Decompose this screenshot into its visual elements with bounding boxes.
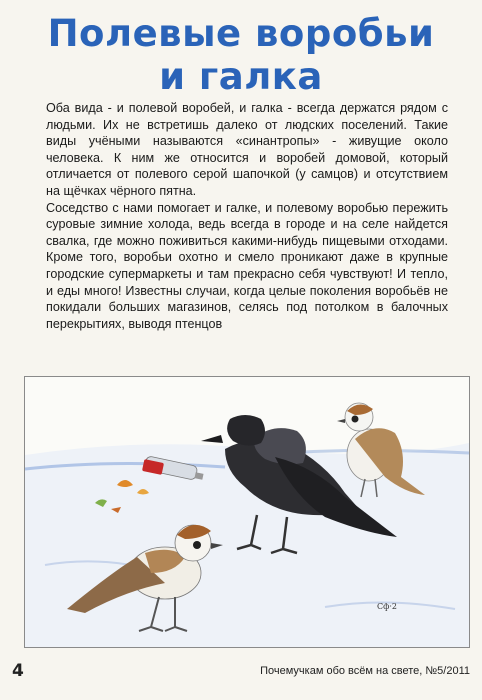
birds-drawing <box>25 377 469 647</box>
magazine-issue: Почемучкам обо всём на свете, №5/2011 <box>260 665 470 677</box>
article-title <box>0 12 482 98</box>
article-body <box>46 100 448 332</box>
paragraph-1: Оба вида - и полевой воробей, и галка - всегда держатся рядом с людьми. Их не встретишь далеко от людских поселений. Такие виды учёными называются «синантропы» - живущие около человека. К ним же относится и воробей домовой, который отличается от полевого серой шапочкой (у самцов) и отсутствием на щёчках чёрного пятна. <box>46 101 448 198</box>
title-line-1: Полевые воробьи <box>47 12 435 55</box>
birds-illustration <box>24 376 470 648</box>
title-line-2: и галка <box>159 55 323 98</box>
artist-signature: Сф·2 <box>376 602 397 611</box>
page-number: 4 <box>12 661 24 681</box>
paragraph-2: Соседство с нами помогает и галке, и полевому воробью пережить суровые зимние холода, ведь всегда в городе и на селе найдется свалка, где можно поживиться какими-нибудь пищевыми отходами. Кроме того, воробьи охотно и смело проникают даже в крупные городские супермаркеты и там прекрасно себя чувствуют! И тепло, и еды много! Известны случаи, когда целые поколения воробьёв не покидали больших магазинов, селясь под потолком в балочных перекрытиях, выводя птенцов <box>46 200 448 331</box>
